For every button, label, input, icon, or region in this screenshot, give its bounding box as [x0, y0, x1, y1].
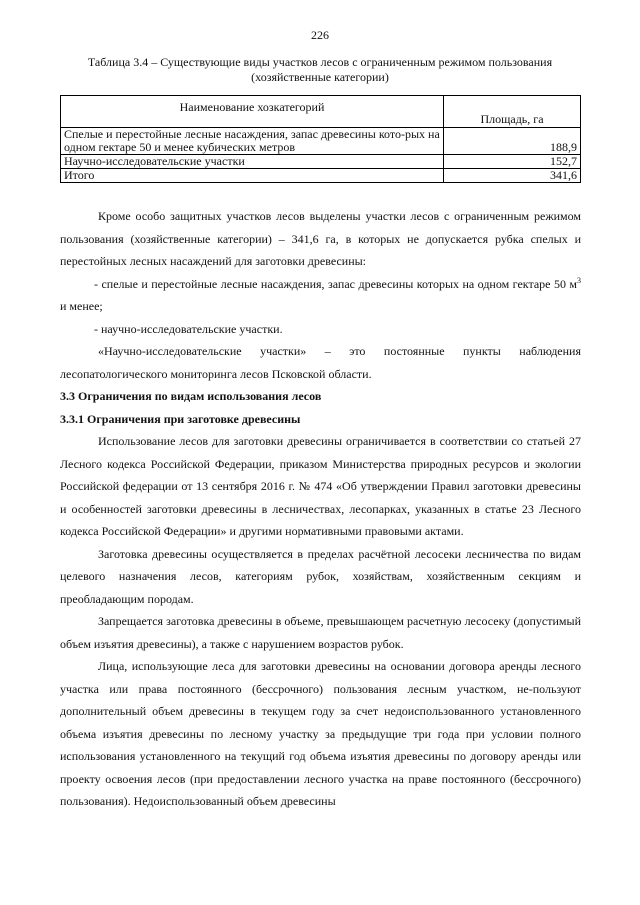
- paragraph: Использование лесов для заготовки древесины ограничивается в соответствии со статьей 27 Лесного кодекса Российской Федерации, приказом Министерства природных ресурсов и экологии Российской федерации от 13 сентября 2016 г. № 474 «Об утверждении Правил заготовки древесины и особенностей заготовки древесины в лесничествах, лесопарках, указанных в статье 23 Лесного кодекса Российской Федерации» и другими нормативными правовыми актами.: [60, 434, 581, 538]
- table-row: [61, 128, 581, 155]
- paragraph: Лица, использующие леса для заготовки древесины на основании договора аренды лесного участка или права постоянного (бессрочного) пользования лесным участком, не-пользуют дополнительный объем древесины в текущем году за счет недоиспользованного установленного объема изъятия древесины по лесному участку за предыдущие три года при условии полного использования установленного на текущий год объема изъятия древесины по договору аренды или проекту освоения лесов (при предоставлении лесного участка на праве постоянного (бессрочного) пользования). Недоиспользованный объем древесины: [60, 659, 581, 808]
- list-item: - научно-исследовательские участки.: [94, 321, 283, 336]
- subsection-heading: 3.3.1 Ограничения при заготовке древесины: [60, 411, 301, 426]
- list-item-tail: и менее;: [60, 299, 103, 313]
- section-heading: 3.3 Ограничения по видам использования лесов: [60, 389, 322, 403]
- forest-categories-table: [60, 95, 581, 183]
- row-area: 188,9: [444, 128, 581, 155]
- column-header-name: Наименование хозкатегорий: [61, 96, 444, 128]
- row-name: Итого: [61, 169, 444, 183]
- column-header-area: Площадь, га: [444, 96, 581, 128]
- paragraph: Кроме особо защитных участков лесов выделены участки лесов с ограниченным режимом пользования (хозяйственные категории) – 341,6 га, в которых не допускается рубка спелых и перестойных лесных насаждений для заготовки древесины:: [60, 209, 581, 268]
- table-total-row: [61, 169, 581, 183]
- table-row: [61, 155, 581, 169]
- row-area: 152,7: [444, 155, 581, 169]
- row-name: Спелые и перестойные лесные насаждения, запас древесины кото-рых на одном гектаре 50 и менее кубических метров: [61, 128, 444, 155]
- row-area: 341,6: [444, 169, 581, 183]
- page-number: 226: [311, 28, 329, 42]
- table-caption: Таблица 3.4 – Существующие виды участков лесов с ограниченным режимом пользования (хозяйственные категории): [87, 55, 553, 84]
- superscript: 3: [577, 275, 581, 285]
- table-header-row: [61, 96, 581, 128]
- row-name: Научно-исследовательские участки: [61, 155, 444, 169]
- list-item: [60, 273, 581, 318]
- paragraph: «Научно-исследовательские участки» – это постоянные пункты наблюдения лесопатологического мониторинга лесов Псковской области.: [60, 344, 581, 381]
- paragraph: Заготовка древесины осуществляется в пределах расчётной лесосеки лесничества по видам целевого назначения лесов, категориям рубок, хозяйствам, хозяйственным секциям и преобладающим породам.: [60, 546, 581, 606]
- paragraph: Запрещается заготовка древесины в объеме, превышающем расчетную лесосеку (допустимый объем изъятия древесины), а также с нарушением возрастов рубок.: [60, 614, 581, 651]
- body-text: [60, 205, 581, 813]
- list-item-text: - спелые и перестойные лесные насаждения, запас древесины которых на одном гектаре 50 м: [94, 276, 577, 291]
